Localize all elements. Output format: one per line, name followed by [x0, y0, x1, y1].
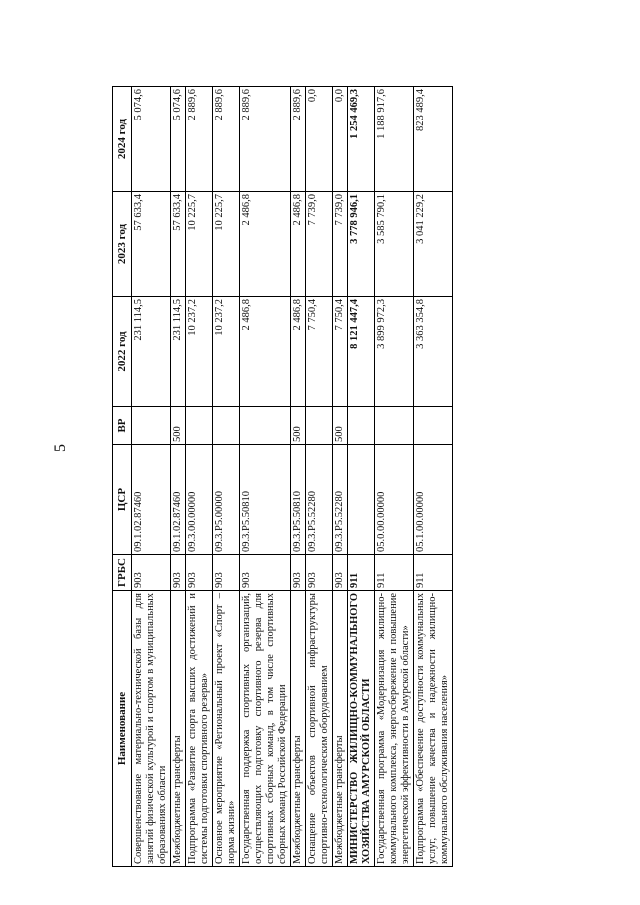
cell-vr: [186, 407, 213, 445]
cell-csr: 09.3.00.00000: [186, 445, 213, 555]
cell-csr: [348, 445, 375, 555]
cell-vr: [375, 407, 414, 445]
table-row: [348, 87, 375, 867]
cell-csr: 09.3.P5.00000: [213, 445, 240, 555]
table-row: [333, 87, 348, 867]
table-row: [306, 87, 333, 867]
cell-csr: 09.3.P5.52280: [306, 445, 333, 555]
header-2024: 2024 год: [113, 87, 132, 192]
cell-grbs: 903: [291, 555, 306, 591]
cell-vr: 500: [171, 407, 186, 445]
cell-y2022: 2 486,8: [240, 297, 291, 407]
cell-name: Основное мероприятие «Региональный проект «Спорт – норма жизни»: [213, 591, 240, 867]
cell-y2024: 1 254 469,3: [348, 87, 375, 192]
cell-y2022: 231 114,5: [132, 297, 171, 407]
table-row: [240, 87, 291, 867]
cell-csr: 09.3.P5.50810: [291, 445, 306, 555]
cell-grbs: 903: [306, 555, 333, 591]
cell-y2024: 5 074,6: [132, 87, 171, 192]
document-table-container: [112, 87, 588, 867]
cell-y2023: 7 739,0: [306, 192, 333, 297]
cell-grbs: 903: [186, 555, 213, 591]
table-row: [213, 87, 240, 867]
cell-vr: [348, 407, 375, 445]
cell-name: Совершенствование материально-технической базы для занятий физической культурой и спортом в муниципальных образованиях области: [132, 591, 171, 867]
header-2022: 2022 год: [113, 297, 132, 407]
cell-csr: 09.3.P5.52280: [333, 445, 348, 555]
cell-y2022: 3 363 354,8: [414, 297, 453, 407]
cell-name: Подпрограмма «Обеспечение доступности коммунальных услуг, повышение качества и надежности жилищно-коммунального обслуживания населения»: [414, 591, 453, 867]
cell-y2022: 8 121 447,4: [348, 297, 375, 407]
table-row: [414, 87, 453, 867]
cell-name: Межбюджетные трансферты: [291, 591, 306, 867]
cell-name: Государственная программа «Модернизация жилищно-коммунального комплекса, энергосбережение и повышение энергетической эффективности в Амурской области»: [375, 591, 414, 867]
cell-y2024: 2 889,6: [186, 87, 213, 192]
cell-y2023: 10 225,7: [213, 192, 240, 297]
cell-name: МИНИСТЕРСТВО ЖИЛИЩНО-КОММУНАЛЬНОГО ХОЗЯЙСТВА АМУРСКОЙ ОБЛАСТИ: [348, 591, 375, 867]
cell-y2023: 2 486,8: [291, 192, 306, 297]
budget-table: [112, 86, 453, 867]
cell-csr: 09.3.P5.50810: [240, 445, 291, 555]
cell-y2024: 0,0: [333, 87, 348, 192]
cell-vr: [414, 407, 453, 445]
cell-name: Подпрограмма «Развитие спорта высших достижений и системы подготовки спортивного резерва»: [186, 591, 213, 867]
cell-y2024: 1 188 917,6: [375, 87, 414, 192]
cell-y2023: 10 225,7: [186, 192, 213, 297]
cell-grbs: 903: [240, 555, 291, 591]
cell-y2022: 10 237,2: [186, 297, 213, 407]
cell-y2024: 2 889,6: [240, 87, 291, 192]
cell-vr: [213, 407, 240, 445]
header-grbs: ГРБС: [113, 555, 132, 591]
cell-grbs: 911: [375, 555, 414, 591]
cell-grbs: 903: [171, 555, 186, 591]
cell-y2022: 2 486,8: [291, 297, 306, 407]
table-header-row: [113, 87, 132, 867]
page-number: 5: [52, 444, 69, 452]
cell-y2022: 10 237,2: [213, 297, 240, 407]
cell-grbs: 911: [348, 555, 375, 591]
cell-y2023: 57 633,4: [132, 192, 171, 297]
cell-vr: [306, 407, 333, 445]
cell-y2024: 823 489,4: [414, 87, 453, 192]
cell-y2023: 3 585 790,1: [375, 192, 414, 297]
header-name: Наименование: [113, 591, 132, 867]
cell-csr: 05.1.00.00000: [414, 445, 453, 555]
cell-name: Межбюджетные трансферты: [333, 591, 348, 867]
cell-y2022: 231 114,5: [171, 297, 186, 407]
cell-y2023: 3 041 229,2: [414, 192, 453, 297]
table-row: [375, 87, 414, 867]
cell-y2023: 57 633,4: [171, 192, 186, 297]
cell-csr: 09.1.02.87460: [132, 445, 171, 555]
table-row: [291, 87, 306, 867]
cell-grbs: 903: [213, 555, 240, 591]
cell-vr: 500: [333, 407, 348, 445]
cell-csr: 09.1.02.87460: [171, 445, 186, 555]
cell-vr: [132, 407, 171, 445]
cell-name: Государственная поддержка спортивных организаций, осуществляющих подготовку спортивного резерва для спортивных сборных команд, в том числе спортивных сборных команд Российской Федерации: [240, 591, 291, 867]
cell-y2023: 7 739,0: [333, 192, 348, 297]
cell-y2024: 0,0: [306, 87, 333, 192]
table-row: [132, 87, 171, 867]
cell-csr: 05.0.00.00000: [375, 445, 414, 555]
cell-y2023: 2 486,8: [240, 192, 291, 297]
cell-grbs: 903: [333, 555, 348, 591]
table-body: [132, 87, 453, 867]
cell-grbs: 903: [132, 555, 171, 591]
cell-y2022: 7 750,4: [333, 297, 348, 407]
table-row: [171, 87, 186, 867]
cell-y2022: 7 750,4: [306, 297, 333, 407]
cell-y2024: 5 074,6: [171, 87, 186, 192]
cell-y2024: 2 889,6: [213, 87, 240, 192]
cell-y2022: 3 899 972,3: [375, 297, 414, 407]
header-vr: ВР: [113, 407, 132, 445]
cell-y2024: 2 889,6: [291, 87, 306, 192]
cell-vr: [240, 407, 291, 445]
header-2023: 2023 год: [113, 192, 132, 297]
table-row: [186, 87, 213, 867]
cell-grbs: 911: [414, 555, 453, 591]
cell-y2023: 3 778 946,1: [348, 192, 375, 297]
cell-vr: 500: [291, 407, 306, 445]
header-csr: ЦСР: [113, 445, 132, 555]
cell-name: Оснащение объектов спортивной инфраструктуры спортивно-технологическим оборудованием: [306, 591, 333, 867]
cell-name: Межбюджетные трансферты: [171, 591, 186, 867]
